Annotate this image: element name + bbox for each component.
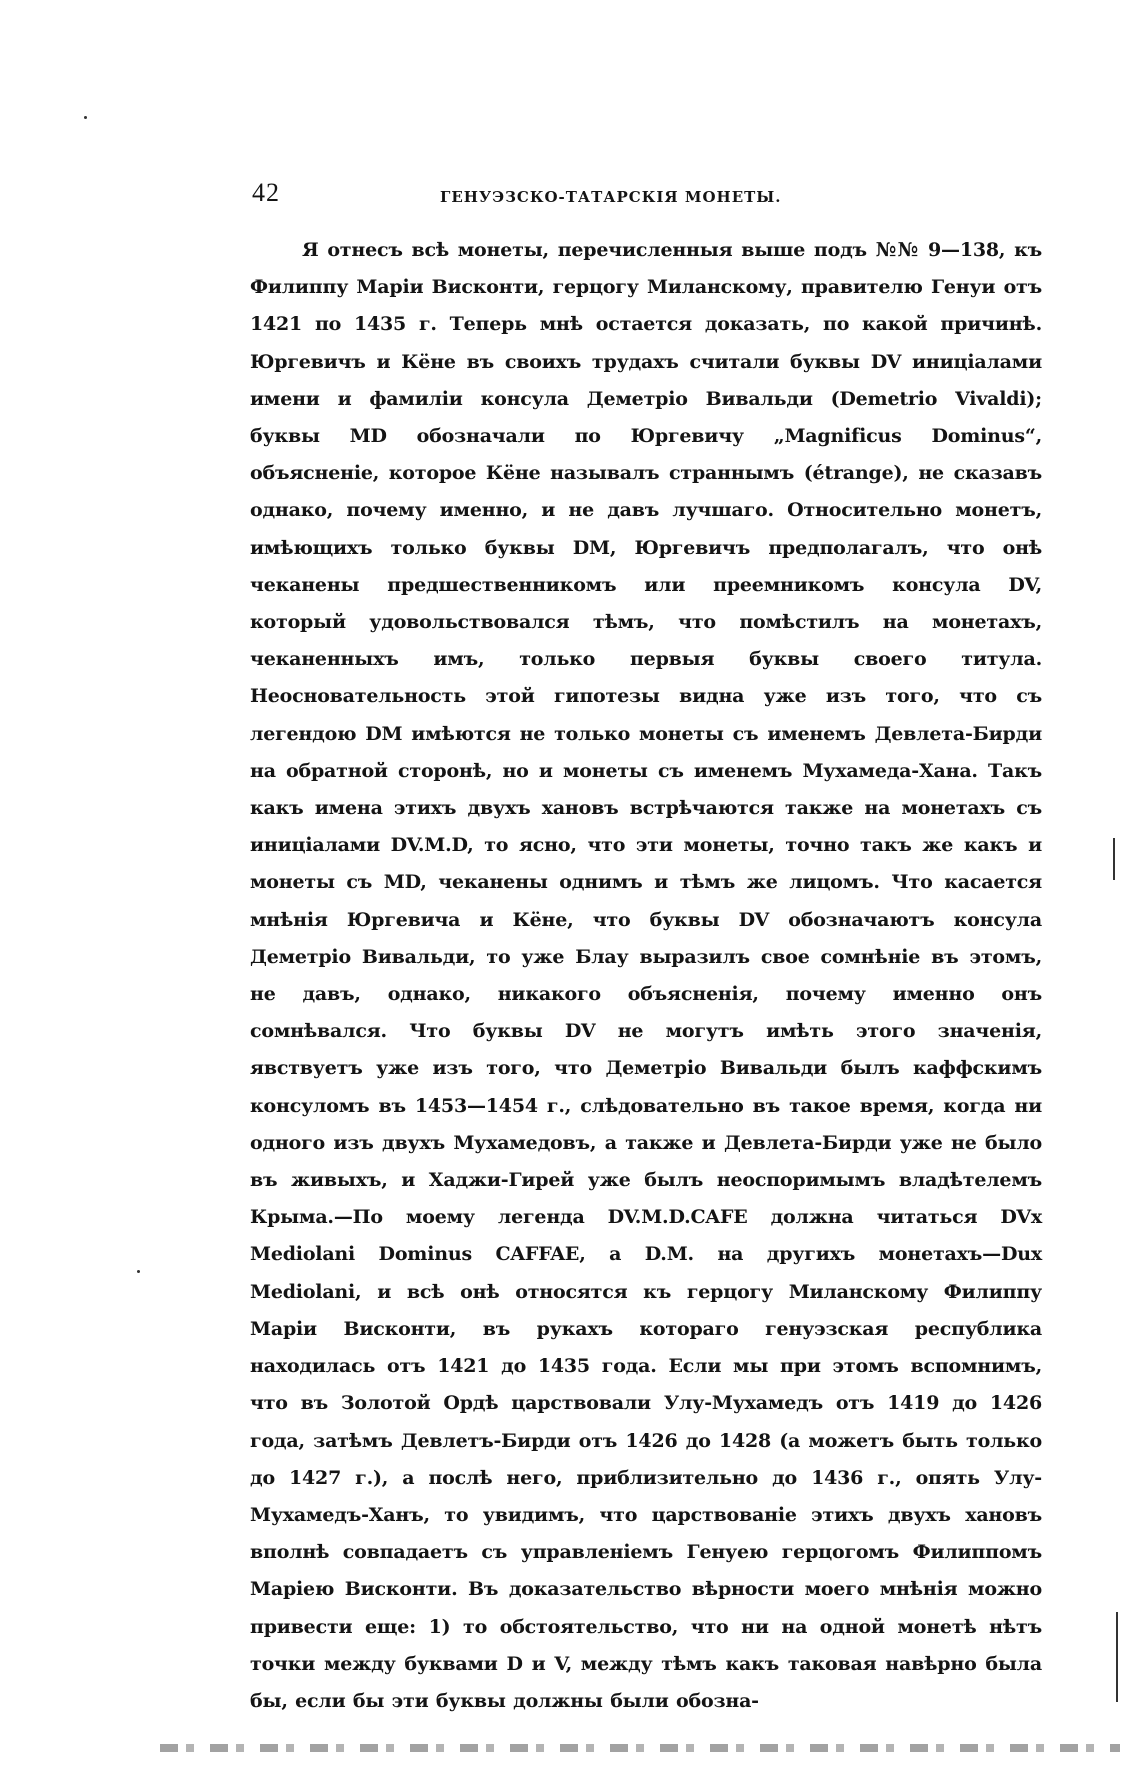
- page-header: [0, 0, 1140, 230]
- margin-rule: [1113, 838, 1115, 880]
- page-number: 42: [252, 178, 280, 207]
- scan-edge-artifact: [160, 1744, 1120, 1752]
- scan-speck: [137, 1270, 140, 1273]
- running-title: ГЕНУЭЗСКО-ТАТАРСКІЯ МОНЕТЫ.: [440, 188, 782, 206]
- scan-speck: [84, 116, 87, 119]
- margin-rule: [1116, 1612, 1118, 1702]
- body-paragraph: Я отнесъ всѣ монеты, перечисленныя выше подъ №№ 9—138, къ Филиппу Маріи Висконти, герцогу Миланскому, правителю Генуи отъ 1421 по 1435 г. Теперь мнѣ остается доказать, по какой причинѣ. Юргевичъ и Кёне въ своихъ трудахъ считали буквы DV иниціалами имени и фамиліи консула Деметріо Вивальди (Demetrio Vivaldi); буквы MD обозначали по Юргевичу „Magnificus Dominus“, объясненіе, которое Кёне называлъ страннымъ (étrange), не сказавъ однако, почему именно, и не давъ лучшаго. Относительно монетъ, имѣющихъ только буквы DM, Юргевичъ предполагалъ, что онѣ чеканены предшественникомъ или преемникомъ консула DV, который удовольствовался тѣмъ, что помѣстилъ на монетахъ, чеканенныхъ имъ, только первыя буквы своего титула. Неосновательность этой гипотезы видна уже изъ того, что съ легендою DM имѣются не только монеты съ именемъ Девлета-Бирди на обратной сторонѣ, но и монеты съ именемъ Мухамеда-Хана. Такъ какъ имена этихъ двухъ хановъ встрѣчаются также на монетахъ съ иниціалами DV.M.D, то ясно, что эти монеты, точно такъ же какъ и монеты съ MD, чеканены однимъ и тѣмъ же лицомъ. Что касается мнѣнія Юргевича и Кёне, что буквы DV обозначаютъ консула Деметріо Вивальди, то уже Блау выразилъ свое сомнѣніе въ этомъ, не давъ, однако, никакого объясненія, почему именно онъ сомнѣвался. Что буквы DV не могутъ имѣть этого значенія, явствуетъ уже изъ того, что Деметріо Вивальди былъ каффскимъ консуломъ въ 1453—1454 г., слѣдовательно въ такое время, когда ни одного изъ двухъ Мухамедовъ, а также и Девлета-Бирди уже не было въ живыхъ, и Хаджи-Гирей уже былъ неоспоримымъ владѣтелемъ Крыма.—По моему легенда DV.M.D.CAFE должна читаться DVx Mediolani Dominus CAFFAE, а D.M. на другихъ монетахъ—Dux Mediolani, и всѣ онѣ относятся къ герцогу Миланскому Филиппу Маріи Висконти, въ рукахъ котораго генуэзская республика находилась отъ 1421 до 1435 года. Если мы при этомъ вспомнимъ, что въ Золотой Ордѣ царствовали Улу-Мухамедъ отъ 1419 до 1426 года, затѣмъ Девлетъ-Бирди отъ 1426 до 1428 (а можетъ быть только до 1427 г.), а послѣ него, приблизительно до 1436 г., опять Улу-Мухамедъ-Ханъ, то увидимъ, что царствованіе этихъ двухъ хановъ вполнѣ совпадаетъ съ управленіемъ Генуею герцогомъ Филиппомъ Маріею Висконти. Въ доказательство вѣрности моего мнѣнія можно привести еще: 1) то обстоятельство, что ни на одной монетѣ нѣтъ точки между буквами D и V, между тѣмъ какъ таковая навѣрно была бы, если бы эти буквы должны были обозна-: [250, 239, 1042, 1712]
